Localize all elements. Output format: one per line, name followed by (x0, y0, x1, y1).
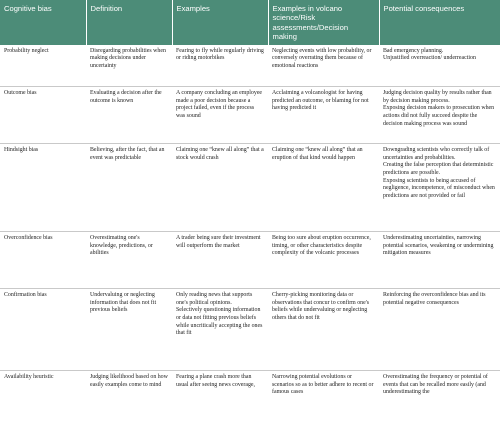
header-row (0, 0, 500, 45)
consequence-line: Underestimating uncertainties, narrowing potential scenarios, weakening or undermining mitigation measures (383, 235, 494, 257)
cell-examples: Fearing to fly while regularly driving or riding motorbikes (172, 45, 268, 87)
consequence-line: Unjustified overreaction/ underreaction (383, 55, 476, 62)
cell-volcano-examples: Being too sure about eruption occurrence, timing, or other characteristics despite complexity of the volcanic processes (268, 232, 379, 289)
consequence-line: Creating the false perception that deterministic predictions are possible. (383, 162, 494, 176)
consequence-line: Overestimating the frequency or potential of events that can be recalled more easily (and underestimating the (383, 374, 488, 396)
table-row (0, 371, 500, 431)
cell-consequences (379, 45, 500, 87)
header-cognitive-bias: Cognitive bias (0, 0, 86, 45)
cell-consequences (379, 289, 500, 371)
table-body (0, 45, 500, 431)
cell-consequences (379, 232, 500, 289)
table-row (0, 45, 500, 87)
consequence-line: Reinforcing the overconfidence bias and its potential negative consequences (383, 292, 486, 306)
cell-examples: Only reading news that supports one's political opinions. Selectively questioning information or data not fitting previous beliefs while uncritically accepting the ones that fit (172, 289, 268, 371)
cell-definition: Disregarding probabilities when making decisions under uncertainty (86, 45, 172, 87)
header-definition: Definition (86, 0, 172, 45)
consequence-line: Judging decision quality by results rather than by decision making process. (383, 90, 492, 104)
table-row (0, 87, 500, 144)
cell-volcano-examples: Cherry-picking monitoring data or observations that concur to confirm one's beliefs while undervaluing or neglecting others that do not fit (268, 289, 379, 371)
cell-volcano-examples: Narrowing potential evolutions or scenarios so as to better adhere to recent or famous cases (272, 374, 374, 396)
table-header (0, 0, 500, 45)
cell-definition: Overestimating one's knowledge, predictions, or abilities (86, 232, 172, 289)
table-row (0, 289, 500, 371)
cell-bias: Overconfidence bias (0, 232, 86, 289)
cell-volcano-examples: Neglecting events with low probability, or conversely overrating them because of emotional reactions (268, 45, 379, 87)
cell-consequences (379, 144, 500, 232)
cell-bias: Confirmation bias (0, 289, 86, 371)
cell-bias: Availability heuristic (4, 374, 54, 381)
cell-examples: Claiming one “knew all along” that a stock would crash (172, 144, 268, 232)
cell-examples: Fearing a plane crash more than usual after seeing news coverage, (176, 374, 255, 388)
cell-definition: Evaluating a decision after the outcome is known (86, 87, 172, 144)
cell-definition: Undervaluing or neglecting information that does not fit previous beliefs (86, 289, 172, 371)
cell-consequences (379, 371, 500, 431)
cell-definition: Believing, after the fact, that an event was predictable (86, 144, 172, 232)
cell-examples: A company concluding an employee made a poor decision because a project failed, even if the process was sound (172, 87, 268, 144)
cell-volcano-examples: Claiming one “knew all along” that an eruption of that kind would happen (268, 144, 379, 232)
cell-definition: Judging likelihood based on how easily examples come to mind (90, 374, 168, 388)
cell-bias: Probability neglect (0, 45, 86, 87)
consequence-line: Exposing scientists to being accused of negligence, incompetence, of misconduct when predictions are not provided or fail (383, 177, 495, 199)
consequence-line: Bad emergency planning. (383, 47, 444, 54)
consequence-line: Downgrading scientists who correctly talk of uncertainties and probabilities. (383, 147, 490, 161)
table-row (0, 232, 500, 289)
cell-bias: Outcome bias (0, 87, 86, 144)
header-volcano-examples: Examples in volcano science/Risk assessments/Decision making (268, 0, 379, 45)
cell-bias: Hindsight bias (0, 144, 86, 232)
cell-consequences (379, 87, 500, 144)
cell-examples: A trader being sure their investment will outperform the market (172, 232, 268, 289)
consequence-line: Exposing decision makers to prosecution when actions did not fully succeed despite the decision making process was sound (383, 105, 495, 127)
header-examples: Examples (172, 0, 268, 45)
header-potential-consequences: Potential consequences (379, 0, 500, 45)
table-row (0, 144, 500, 232)
cell-volcano-examples: Acclaiming a volcanologist for having predicted an outcome, or blaming for not having predicted it (268, 87, 379, 144)
